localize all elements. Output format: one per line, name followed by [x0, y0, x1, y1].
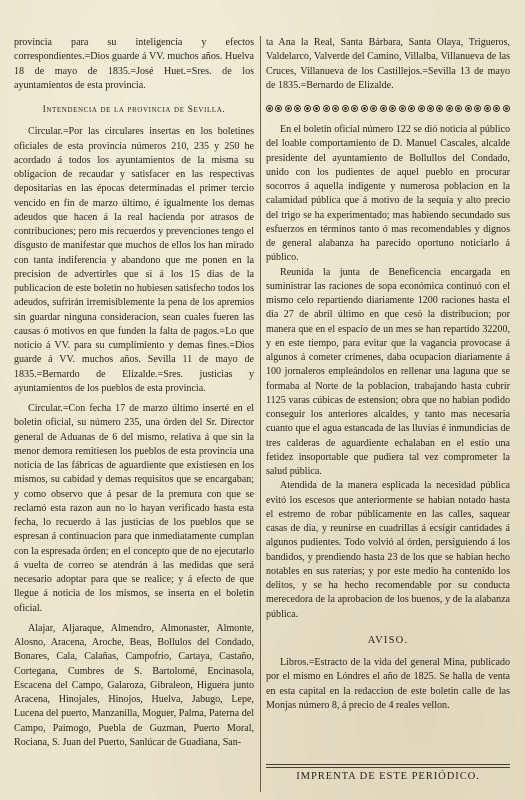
noticia-cascales: En el boletin oficial número 122 se dió noticia al público del loable comportamiento de D. Manuel Cascales, alcalde presidente del ayuntamiento de Bollullos del Condado, unido con los pudientes de aquel pueblo en procurar socorros á aquella indigente y numerosa poblacion en la calamidad pública que á motivo de la sequía y alto precio del trigo se ha experimentado; mas habiendo secundado sus esfuerzos en términos tanto ó mas recomendables y dignos de general alabanza ha parecido oportuno noticiarlo á público. [266, 124, 510, 264]
circular-aguardiente: Circular.=Con fecha 17 de marzo último inserté en el boletin oficial, su número 235, una órden del Sr. Director general de Aduanas de 6 del mismo, relativa á que sin la menor demora remitiesen los pueblos de esta provincia una noticia de las fábricas de aguardiente que existiesen en los mismos, su cabidad y demas requisitos que se encargaban; y como observo que á pesar de la premura con que se reclamó esta razon aun no lo hayan verificado hasta esta fecha, lo recuerdo á las justicias de los pueblos que se espresan á continuacion para que inmediatamente cumplan con la espresada órden; en el concepto que de no ejecutarlo á vuelta de correo se atendrán á las medidas que será necesario adoptar para que se realice; y á efecto de que llegue á noticia de los mismos, se inserta en el boletin oficial. [14, 403, 254, 614]
aviso-libros: Libros.=Estracto de la vida del general Mina, publicado por el mismo en Lóndres el año de 1825. Se halla de venta en esta capital en la redaccion de este boletin calle de las Monjas número 8, á precio de 4 reales vellon. [266, 657, 510, 711]
junta-beneficencia: Reunida la junta de Beneficencia encargada en suministrar las raciones de sopa económica continuó con el mismo celo repartiendo diariamente 1200 raciones hasta el dia 27 de abril último en que cesó la distribucion; por manera que en el espacio de un mes se han repartido 32200, y en este tiempo, para evitar que la vagancia provocase á algunos á cometer crímenes, daba ocupacion diariamente á 100 jornaleros empleándolos en rellenar una laguna que se formaba al Norte de la poblacion, trabajando hasta cubrir 1125 varas cúbicas de estension; obra que no habian podido conseguir los anteriores alcaldes, y tanto mas necesaria cuanto que el agua estancada de las lluvias é inmundicias de tres calderas de aguardiente echalaban en el estío una fetidez insoportable que pudiera tal vez comprometer la salud pública. [266, 266, 510, 477]
pueblos-list-continuation: ta Ana la Real, Santa Bárbara, Santa Olaya, Trigueros, Valdelarco, Valverde del Camino, Villalba, Villanueva de las Cruces, Villanueva de los Castillejos.=Sevilla 13 de mayo de 1835.=Bernardo de Elizalde. [266, 37, 510, 91]
pueblos-list: Alajar, Aljaraque, Almendro, Almonaster, Almonte, Alosno, Aracena, Aroche, Beas, Bollulos del Condado, Bonares, Cala, Calañas, Campofrio, Cartaya, Castaño, Cortegana, Cumbres de S. Bartolomé, Encinasola, Escacena del Campo, Galaroza, Gibraleon, Higuera junto Aracena, Hinojales, Hinojos, Huelva, Jabugo, Lepe, Lucena del puerto, Manzanilla, Moguer, Palma, Paterna del Campo, Paimogo, Puebla de Guzman, Puerto Moral, Rociana, S. Juan del Puerto, Sanlúcar de Guadiana, San- [14, 622, 254, 748]
column-divider [260, 36, 261, 792]
section-heading-intendencia: Intendencia de la provincia de Sevilla. [42, 104, 226, 115]
imprenta-footer: IMPRENTA DE ESTE PERIÓDICO. [266, 764, 510, 782]
necesidad-publica: Atendida de la manera esplicada la necesidad pública evitó los escesos que anteriormente se habian notado hasta el estremo de robar públicamente en las calles, saquear casas de dia, y reunirse en cuadrillas á ecsigir cantidades á algunos pudientes. Todo volvió al órden, persiguiendo á los bandidos, y prendiendo hasta 23 de los que se habian hecho notables en sus raterías; y por este medio ha contenido los delitos, y se ha hecho recomendable por su conducta merecedora de la aprobacion de los buenos, y de la alabanza pública. [266, 480, 510, 620]
left-paragraph-continuation: provincia para su inteligencia y efectos correspondientes.=Dios guarde á VV. muchos años. Huelva 18 de mayo de 1835.=José Huet.=Sres. de los ayuntamientos de esta provincia. [14, 37, 254, 91]
circular-recaudacion: Circular.=Por las circulares insertas en los boletines oficiales de esta provincia números 210, 235 y 250 he acordado á todos los ayuntamientos de la misma su obligacion de recaudar y satisfacer en las respectivas depositarias en las épocas determinadas el primer tercio vencido en fin de marzo último, é igualmente los demas adeudos que hacen á la real hacienda por atrasos de contribuciones; pero mis recuerdos y prevenciones tengo el disgusto de manifestar que muchos de ellos los han mirado con tanta indiferencia y abandono que me ponen en la precision de advertirles que si á los 15 dias de la publicacion de este boletin no hubiesen satisfecho todos los adeudos, sufrirán irremisiblemente la pena de los apremios sin guardar ninguna consideracion, sean cuales fueren las causas ó motivos en que funden la falta de pagos.=Lo que noticio á VV. para su cumplimiento y demas fines.=Dios guarde á VV. muchos años. Sevilla 11 de mayo de 1835.=Bernardo de Elizalde.=Sres. justicias y ayuntamientos de los pueblos de esta provincia. [14, 126, 254, 394]
aviso-heading: AVISO. [367, 634, 409, 646]
right-column [266, 36, 510, 713]
left-column [14, 36, 254, 750]
ornament-divider [266, 103, 510, 113]
